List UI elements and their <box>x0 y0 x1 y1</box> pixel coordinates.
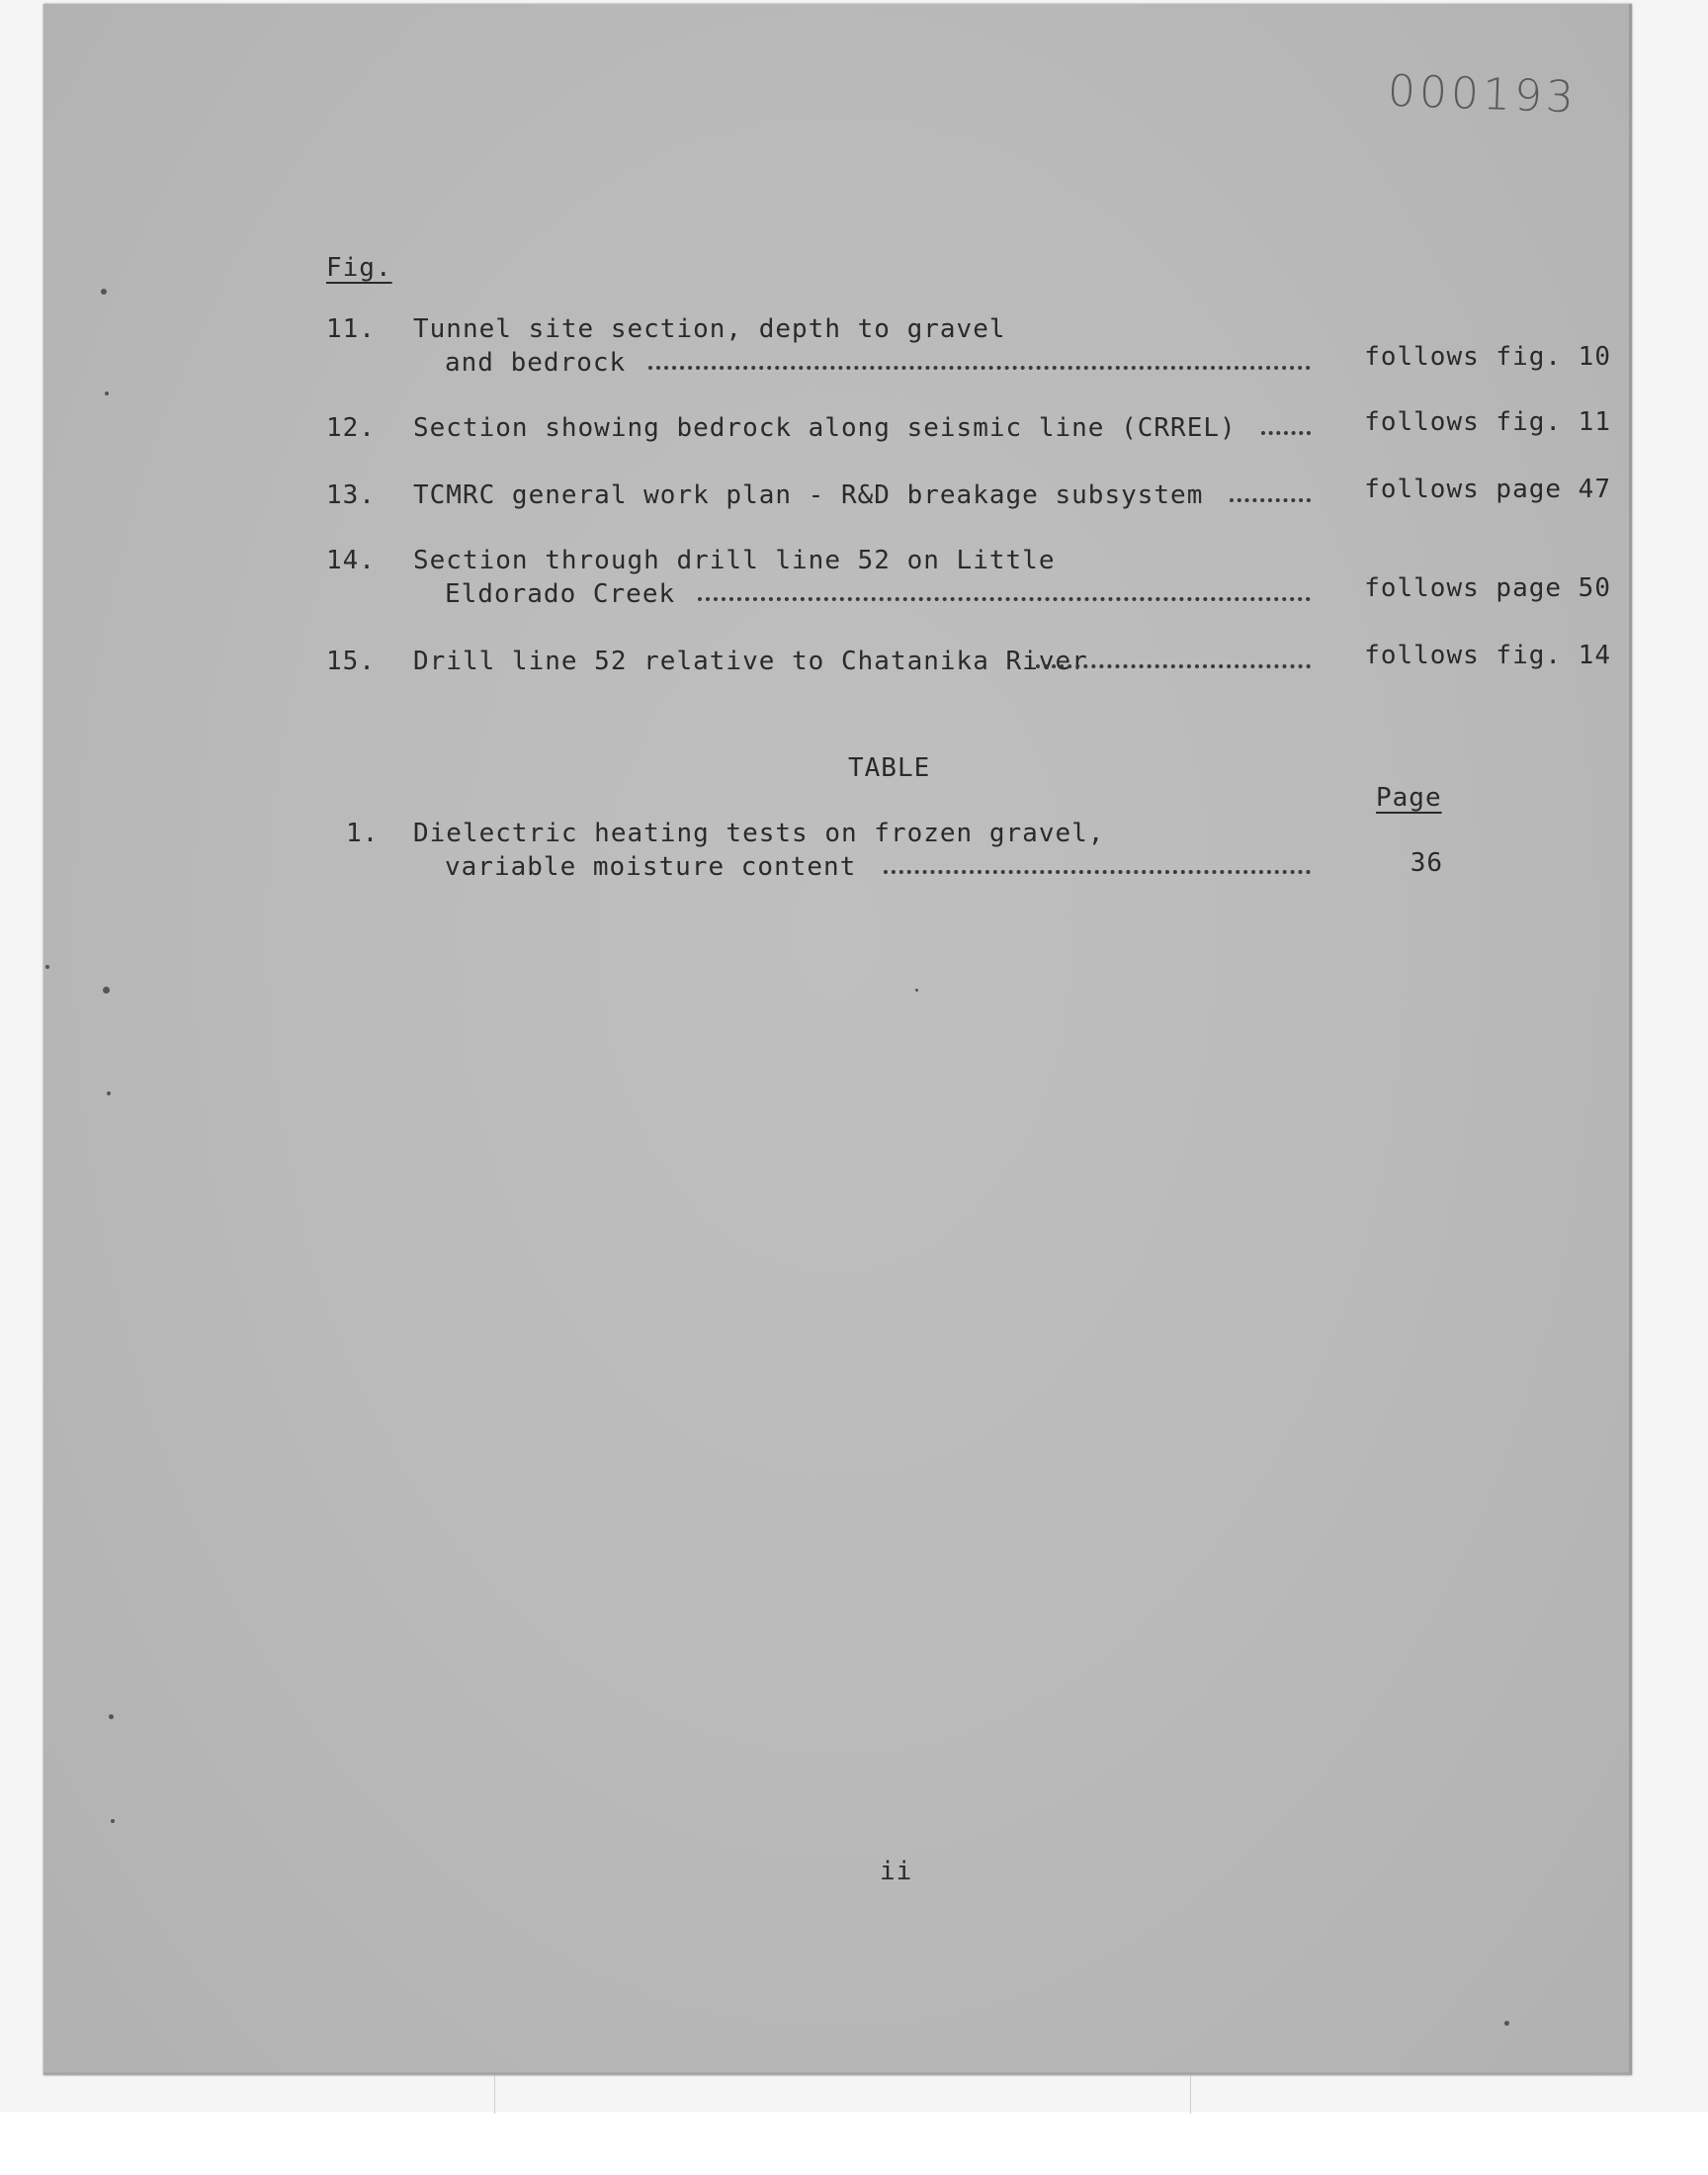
document-page <box>43 4 1632 2075</box>
figure-number: 12. <box>326 413 376 443</box>
scanner-bed-strip <box>0 2112 1708 2175</box>
scan-speck <box>111 1819 115 1823</box>
figure-entry-11 <box>326 314 1611 393</box>
table-title-continued: variable moisture content <box>445 852 857 882</box>
dot-leader <box>1036 664 1311 668</box>
scan-speck <box>101 289 107 295</box>
table-number: 1. <box>346 819 380 848</box>
figure-title: Section showing bedrock along seismic line (CRREL) <box>413 413 1237 443</box>
scanner-edge-line <box>494 2074 495 2114</box>
scan-speck <box>45 965 49 969</box>
figure-number: 13. <box>326 480 376 510</box>
table-title: Dielectric heating tests on frozen gravel, <box>413 819 1105 848</box>
figure-title-continued: and bedrock <box>445 348 627 378</box>
page-number: ii <box>880 1857 913 1886</box>
figure-entry-15 <box>326 641 1611 726</box>
scan-speck <box>915 989 918 992</box>
dot-leader <box>884 870 1311 874</box>
figure-title: Drill line 52 relative to Chatanika River <box>413 647 1088 676</box>
scan-speck <box>1504 2021 1509 2026</box>
figure-title-continued: Eldorado Creek <box>445 579 676 609</box>
handwritten-page-number: 000193 <box>1387 65 1579 124</box>
figure-title: TCMRC general work plan - R&D breakage subsystem <box>413 480 1204 510</box>
figure-entry-14 <box>326 546 1611 625</box>
page-column-heading: Page <box>1376 783 1442 813</box>
figure-number: 15. <box>326 647 376 676</box>
table-list-heading: TABLE <box>848 753 931 783</box>
figure-reference: follows fig. 10 <box>1364 342 1611 372</box>
dot-leader <box>1230 498 1311 502</box>
scan-speck <box>109 1714 114 1719</box>
scan-speck <box>103 987 110 994</box>
figure-list-heading: Fig. <box>326 253 392 283</box>
scanner-edge-line <box>1190 2074 1191 2114</box>
dot-leader <box>648 366 1311 370</box>
figure-title: Section through drill line 52 on Little <box>413 546 1056 575</box>
dot-leader <box>698 597 1311 601</box>
figure-title: Tunnel site section, depth to gravel <box>413 314 1006 344</box>
figure-reference: follows fig. 11 <box>1364 407 1611 437</box>
scan-speck <box>107 1091 111 1095</box>
figure-number: 14. <box>326 546 376 575</box>
figure-reference: follows fig. 14 <box>1364 641 1611 670</box>
figure-number: 11. <box>326 314 376 344</box>
figure-reference: follows page 47 <box>1364 475 1611 504</box>
dot-leader <box>1261 431 1311 435</box>
table-page-reference: 36 <box>1409 848 1443 878</box>
scan-speck <box>105 392 109 395</box>
table-entry-1 <box>326 819 1611 898</box>
figure-reference: follows page 50 <box>1364 573 1611 603</box>
